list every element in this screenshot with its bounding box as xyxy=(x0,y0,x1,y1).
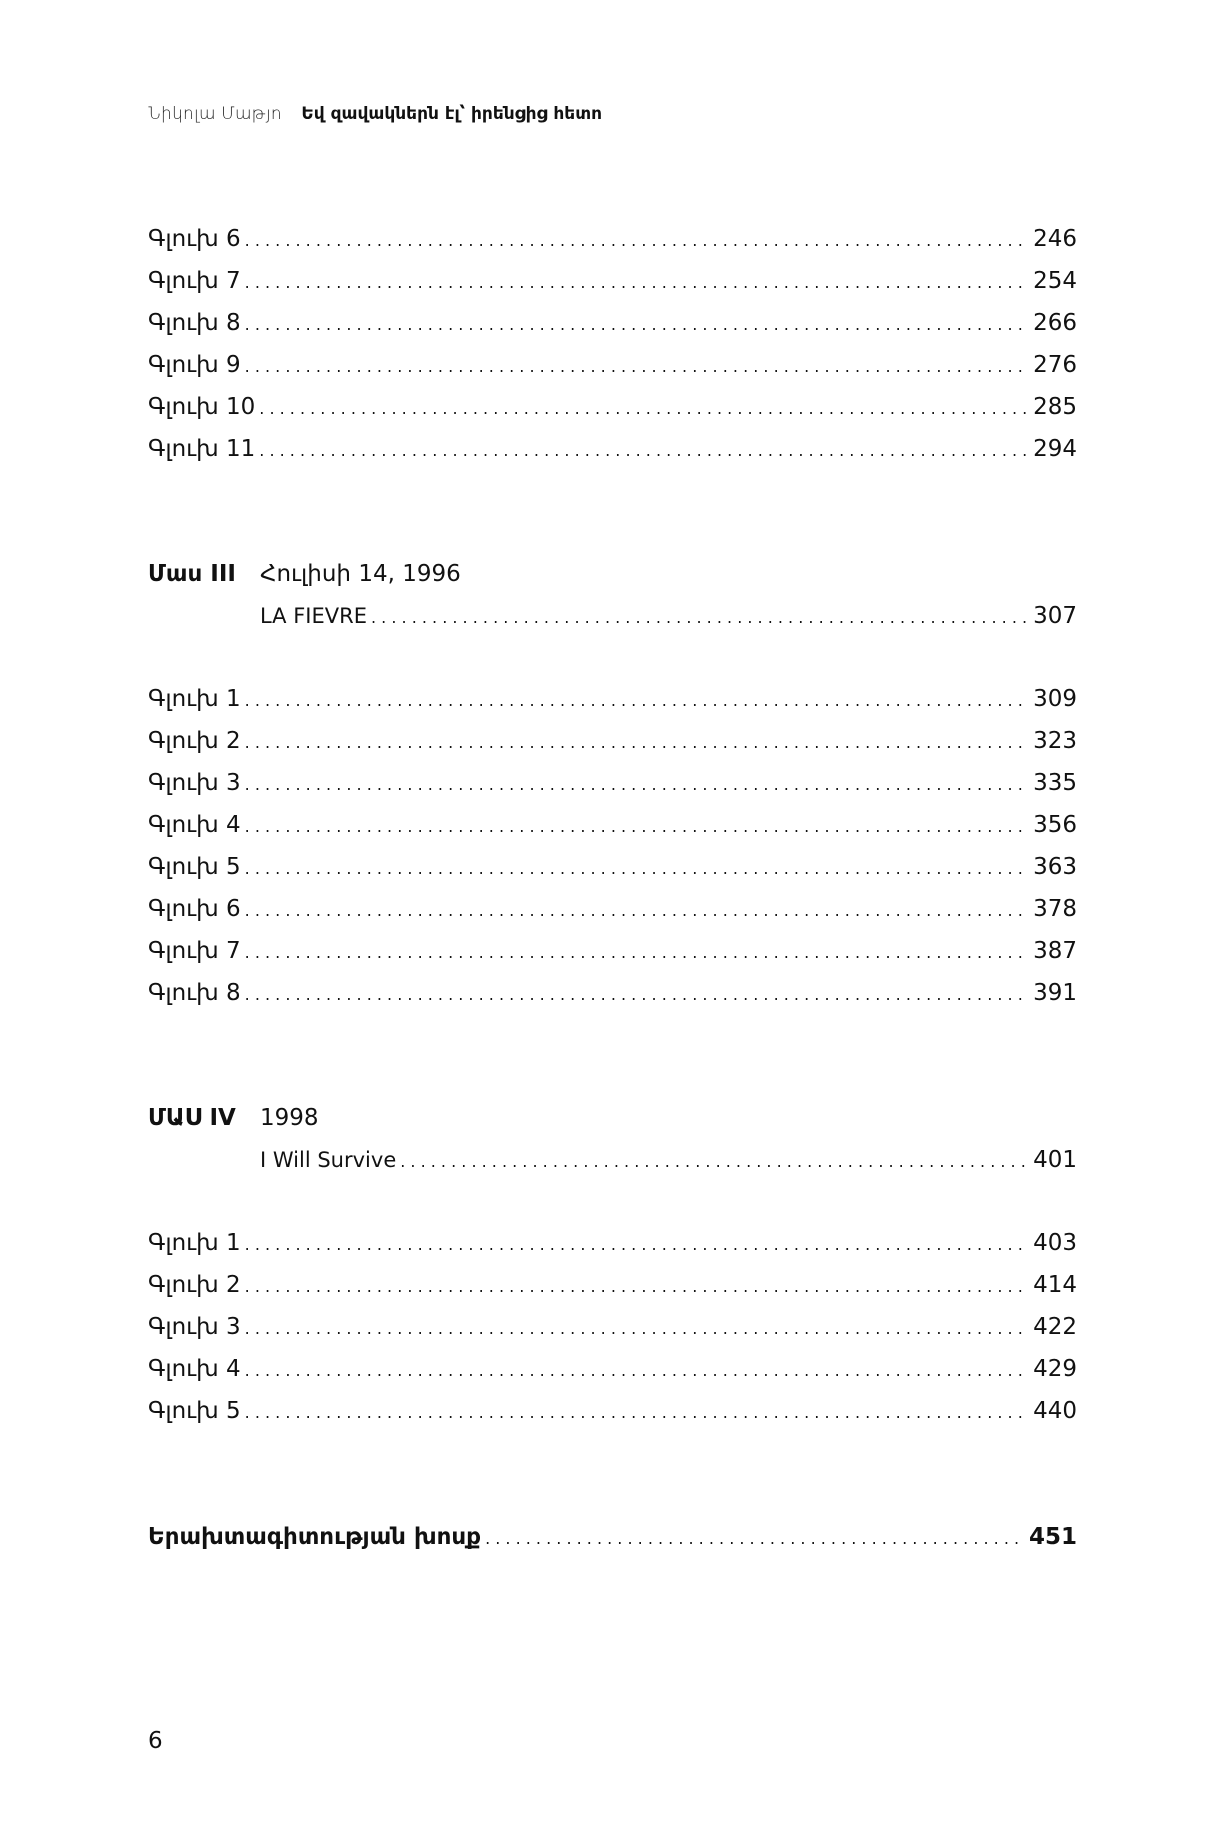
dot-leader xyxy=(245,890,1029,932)
toc-entry-label: Գլուխ 4 xyxy=(148,812,241,838)
dot-leader xyxy=(245,722,1029,764)
dot-leader xyxy=(400,1141,1029,1183)
part-number: Մաս III xyxy=(148,561,236,587)
toc-acknowledgements xyxy=(148,1516,1077,1558)
dot-leader xyxy=(245,346,1029,388)
toc-entry-label: Գլուխ 9 xyxy=(148,352,241,378)
toc-entry-page: 429 xyxy=(1033,1356,1077,1382)
toc-entry[interactable] xyxy=(148,260,1077,302)
running-head-author: Նիկոլա Մաթյո xyxy=(148,104,282,124)
toc-entry-label: Գլուխ 2 xyxy=(148,728,241,754)
toc-entry-page: 401 xyxy=(1033,1147,1077,1173)
dot-leader xyxy=(245,220,1029,262)
dot-leader xyxy=(245,932,1029,974)
toc-part4 xyxy=(148,1097,1077,1432)
toc-entry-label: Գլուխ 5 xyxy=(148,854,241,880)
toc-entry-label: Գլուխ 8 xyxy=(148,980,241,1006)
dot-leader xyxy=(245,1392,1029,1434)
toc-entry-page: 391 xyxy=(1033,980,1077,1006)
toc-entry-page: 440 xyxy=(1033,1398,1077,1424)
toc-entry-page: 285 xyxy=(1033,394,1077,420)
toc-entry[interactable] xyxy=(148,720,1077,762)
toc-entry-label: I Will Survive xyxy=(260,1148,397,1172)
toc-entry[interactable] xyxy=(148,930,1077,972)
toc-entry-page: 335 xyxy=(1033,770,1077,796)
toc-entry-label: Գլուխ 6 xyxy=(148,896,241,922)
toc-entry-page: 387 xyxy=(1033,938,1077,964)
toc-entry-label: Գլուխ 2 xyxy=(148,1272,241,1298)
toc-entry[interactable] xyxy=(148,1306,1077,1348)
toc-entry-page: 294 xyxy=(1033,436,1077,462)
toc-entry-part-subtitle[interactable] xyxy=(148,1139,1077,1181)
toc-entry[interactable] xyxy=(148,1264,1077,1306)
dot-leader xyxy=(245,1308,1029,1350)
toc-entry[interactable] xyxy=(148,804,1077,846)
dot-leader xyxy=(245,764,1029,806)
toc-entry[interactable] xyxy=(148,302,1077,344)
toc-entry-part-subtitle[interactable] xyxy=(148,595,1077,637)
toc-entry-page: 403 xyxy=(1033,1230,1077,1256)
part-heading xyxy=(148,1097,1077,1139)
part-title: Հուլիսի 14, 1996 xyxy=(260,561,461,587)
toc-entry-label: Գլուխ 1 xyxy=(148,1230,241,1256)
toc-entry[interactable] xyxy=(148,218,1077,260)
dot-leader xyxy=(245,1266,1029,1308)
dot-leader xyxy=(259,430,1029,472)
toc-entry-label: Գլուխ 7 xyxy=(148,938,241,964)
toc-entry[interactable] xyxy=(148,678,1077,720)
toc-entry-label: Երախտագիտության խոսք xyxy=(148,1524,482,1550)
toc-entry-page: 422 xyxy=(1033,1314,1077,1340)
toc-entry-page: 323 xyxy=(1033,728,1077,754)
part-heading xyxy=(148,553,1077,595)
dot-leader xyxy=(245,1224,1029,1266)
toc-entry-label: Գլուխ 10 xyxy=(148,394,256,420)
toc-entry[interactable] xyxy=(148,344,1077,386)
toc-entry-page: 356 xyxy=(1033,812,1077,838)
part-number: ՄԱՍ IV xyxy=(148,1105,236,1131)
toc-entry-page: 246 xyxy=(1033,226,1077,252)
dot-leader xyxy=(371,597,1029,639)
toc-entry-page: 378 xyxy=(1033,896,1077,922)
toc-entry-label: LA FIEVRE xyxy=(260,604,367,628)
toc-entry[interactable] xyxy=(148,428,1077,470)
toc-entry[interactable] xyxy=(148,972,1077,1014)
toc-entry-label: Գլուխ 5 xyxy=(148,1398,241,1424)
toc-entry-page: 307 xyxy=(1033,603,1077,629)
dot-leader xyxy=(485,1518,1025,1560)
toc-entry[interactable] xyxy=(148,1222,1077,1264)
toc-part3 xyxy=(148,553,1077,1014)
toc-entry[interactable] xyxy=(148,1348,1077,1390)
toc-entry-label: Գլուխ 4 xyxy=(148,1356,241,1382)
toc-entry[interactable] xyxy=(148,762,1077,804)
toc-entry[interactable] xyxy=(148,386,1077,428)
toc-entry[interactable] xyxy=(148,888,1077,930)
dot-leader xyxy=(245,262,1029,304)
running-head xyxy=(148,104,602,124)
toc-entry-page: 363 xyxy=(1033,854,1077,880)
part-title: 1998 xyxy=(260,1105,319,1131)
dot-leader xyxy=(259,388,1029,430)
toc-entry-label: Գլուխ 8 xyxy=(148,310,241,336)
toc-entry-page: 276 xyxy=(1033,352,1077,378)
toc-entry-label: Գլուխ 7 xyxy=(148,268,241,294)
dot-leader xyxy=(245,680,1029,722)
toc-entry-page: 414 xyxy=(1033,1272,1077,1298)
toc-entry-acknowledgements[interactable] xyxy=(148,1516,1077,1558)
dot-leader xyxy=(245,974,1029,1016)
toc-entry-label: Գլուխ 1 xyxy=(148,686,241,712)
dot-leader xyxy=(245,304,1029,346)
toc-entry[interactable] xyxy=(148,1390,1077,1432)
toc-entry-page: 266 xyxy=(1033,310,1077,336)
toc-part2-continued xyxy=(148,218,1077,470)
toc-entry-label: Գլուխ 3 xyxy=(148,770,241,796)
toc-entry-label: Գլուխ 3 xyxy=(148,1314,241,1340)
toc-entry-page: 451 xyxy=(1028,1524,1077,1550)
dot-leader xyxy=(245,806,1029,848)
dot-leader xyxy=(245,848,1029,890)
toc-entry-label: Գլուխ 6 xyxy=(148,226,241,252)
dot-leader xyxy=(245,1350,1029,1392)
page-number: 6 xyxy=(148,1728,163,1754)
toc-entry[interactable] xyxy=(148,846,1077,888)
toc-entry-page: 309 xyxy=(1033,686,1077,712)
toc-entry-page: 254 xyxy=(1033,268,1077,294)
running-head-title: Եվ զավակներն էլ՝ իրենցից հետո xyxy=(301,104,602,124)
toc-entry-label: Գլուխ 11 xyxy=(148,436,256,462)
